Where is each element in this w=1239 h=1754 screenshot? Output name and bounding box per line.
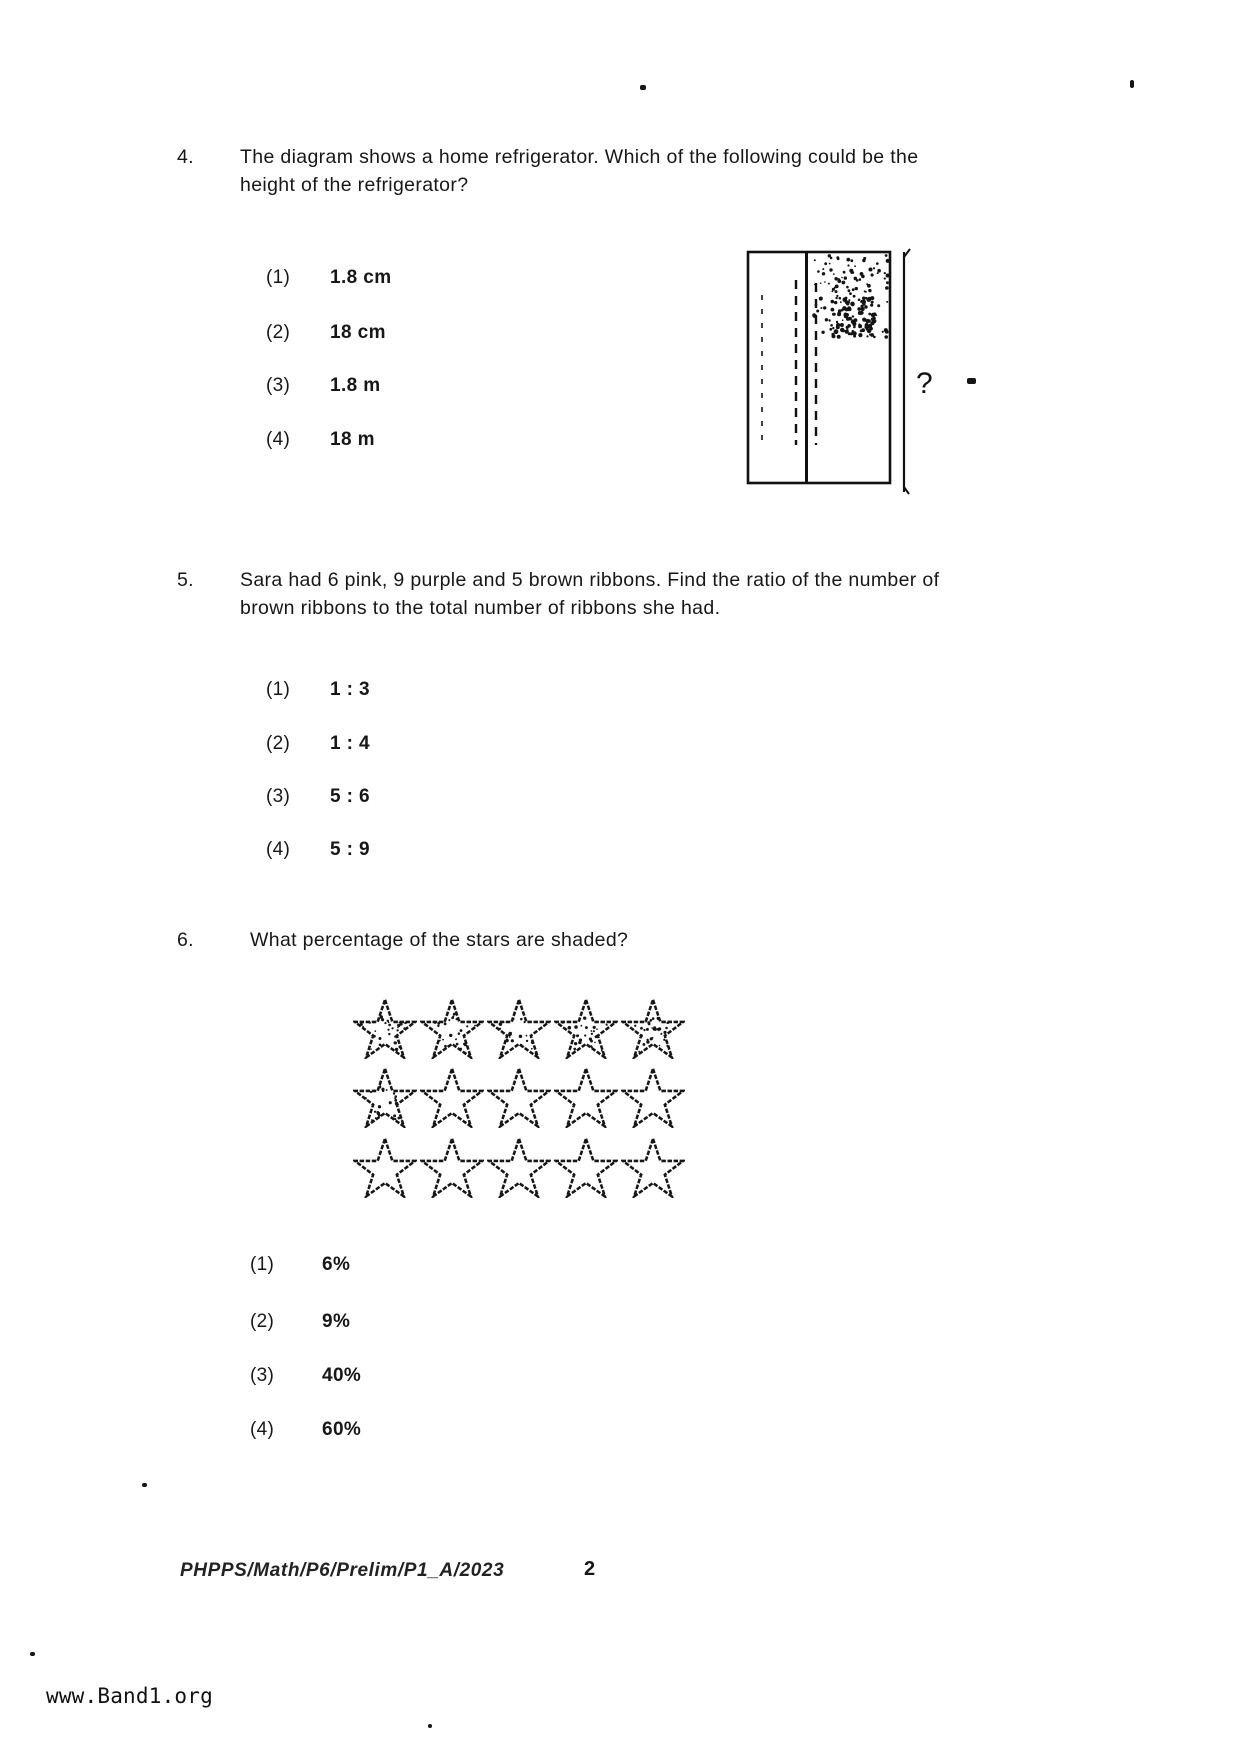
star-outline: [621, 1136, 685, 1198]
star-outline: [487, 1136, 551, 1198]
q6-option-4: [250, 1419, 361, 1441]
q4-option-3: [266, 375, 381, 397]
q6-option-2-label: (2): [250, 1311, 275, 1332]
question-5-number: 5.: [177, 569, 194, 591]
fridge-dispenser-speckle: [812, 254, 889, 339]
star-outline: [554, 1136, 618, 1198]
star-shaded: [554, 997, 618, 1059]
page-number: 2: [584, 1558, 596, 1580]
question-4-text-line1: The diagram shows a home refrigerator. Which of the following could be the: [240, 146, 919, 168]
q6-option-1: [250, 1254, 350, 1276]
q5-option-3: [266, 786, 370, 808]
q6-option-2-value: 9%: [322, 1311, 351, 1332]
q5-option-4-value: 5 : 9: [330, 839, 371, 860]
q6-option-4-value: 60%: [322, 1419, 362, 1440]
scan-speck: [1130, 80, 1134, 88]
q6-option-3-value: 40%: [322, 1365, 362, 1386]
scan-speck: [640, 85, 646, 90]
star-shaded: [353, 1066, 417, 1128]
star-outline: [487, 1066, 551, 1128]
star-shaded: [621, 997, 685, 1059]
q4-option-1-label: (1): [266, 267, 291, 288]
watermark-band1: www.Band1.org: [46, 1684, 213, 1708]
star-outline: [353, 1136, 417, 1198]
q4-option-1: [266, 267, 392, 289]
question-6-text: What percentage of the stars are shaded?: [250, 929, 629, 951]
scan-speck: [142, 1483, 147, 1487]
refrigerator-diagram: [730, 205, 1010, 505]
height-question-mark: ?: [916, 367, 933, 400]
q5-option-2-label: (2): [266, 733, 291, 754]
q5-option-1: [266, 679, 370, 701]
q4-option-4-label: (4): [266, 429, 291, 450]
q4-option-2-label: (2): [266, 322, 291, 343]
stars-row-1: [353, 997, 685, 1059]
question-6-number: 6.: [177, 929, 194, 951]
star-outline: [621, 1066, 685, 1128]
stars-row-3: [353, 1136, 685, 1198]
q5-option-4-label: (4): [266, 839, 291, 860]
q5-option-1-label: (1): [266, 679, 291, 700]
star-shaded: [353, 997, 417, 1059]
star-outline: [420, 1136, 484, 1198]
question-5-text-line2: brown ribbons to the total number of ribbons she had.: [240, 597, 721, 619]
star-outline: [554, 1066, 618, 1128]
q4-option-3-label: (3): [266, 375, 291, 396]
q4-option-4-value: 18 m: [330, 429, 375, 450]
q4-option-3-value: 1.8 m: [330, 375, 381, 396]
q4-option-2: [266, 322, 386, 344]
q5-option-3-value: 5 : 6: [330, 786, 371, 807]
q6-option-3-label: (3): [250, 1365, 275, 1386]
star-shaded: [420, 997, 484, 1059]
q6-option-2: [250, 1311, 350, 1333]
stars-row-2: [353, 1066, 685, 1128]
scan-speck: [30, 1652, 35, 1656]
q5-option-1-value: 1 : 3: [330, 679, 371, 700]
q5-option-3-label: (3): [266, 786, 291, 807]
question-5-text-line1: Sara had 6 pink, 9 purple and 5 brown ribbons. Find the ratio of the number of: [240, 569, 940, 591]
q6-option-1-value: 6%: [322, 1254, 351, 1275]
q5-option-2-value: 1 : 4: [330, 733, 371, 754]
question-4-number: 4.: [177, 146, 194, 168]
q6-option-3: [250, 1365, 361, 1387]
q4-option-1-value: 1.8 cm: [330, 267, 392, 288]
star-outline: [420, 1066, 484, 1128]
scan-speck: [967, 378, 976, 384]
question-4-text-line2: height of the refrigerator?: [240, 174, 469, 196]
q4-option-4: [266, 429, 375, 451]
scan-speck: [428, 1724, 432, 1728]
footer-paper-code: PHPPS/Math/P6/Prelim/P1_A/2023: [180, 1560, 505, 1581]
q4-option-2-value: 18 cm: [330, 322, 386, 343]
q6-option-1-label: (1): [250, 1254, 275, 1275]
q6-option-4-label: (4): [250, 1419, 275, 1440]
q5-option-2: [266, 733, 370, 755]
star-shaded: [487, 997, 551, 1059]
q5-option-4: [266, 839, 370, 861]
